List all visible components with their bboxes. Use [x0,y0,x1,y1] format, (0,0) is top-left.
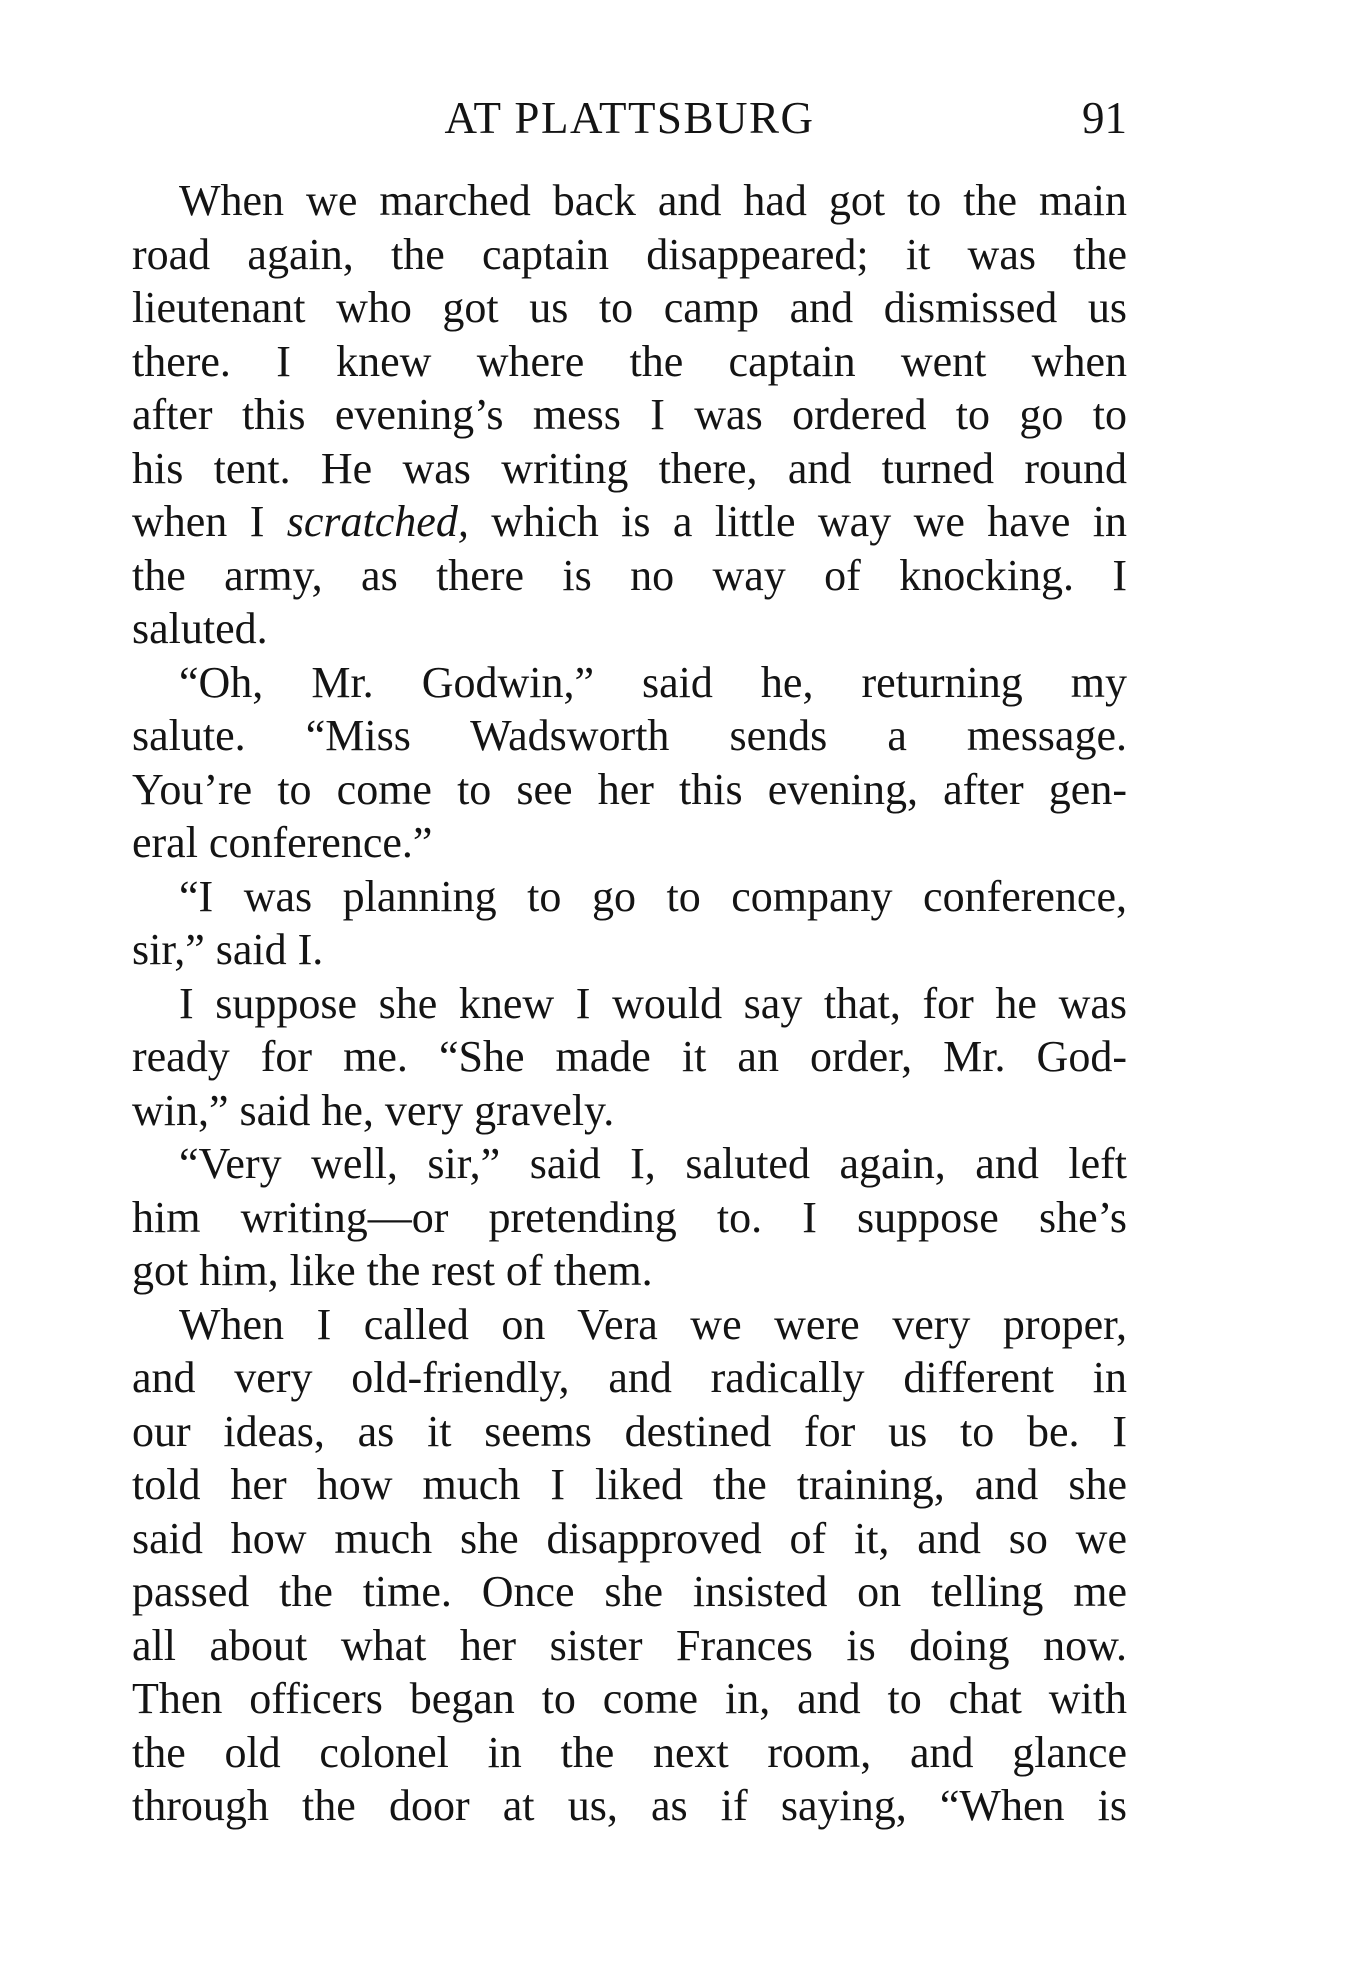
text-line: sir,” said I. [132,925,324,974]
text-line: eral conference.” [132,818,433,867]
page-header [132,88,1127,148]
text-line: told her how much I liked the training, and she [132,1460,1127,1509]
text-line: through the door at us, as if saying, “When is [132,1781,1127,1830]
text-line: win,” said he, very gravely. [132,1085,615,1135]
text-line: lieutenant who got us to camp and dismissed us [132,283,1127,332]
text-line: “Very well, sir,” said I, saluted again, and left [179,1139,1127,1188]
text-line: all about what her sister Frances is doing now. [132,1620,1127,1670]
text-line [132,495,1127,549]
text-line: after this evening’s mess I was ordered to go to [132,390,1127,439]
text-segment: when I [132,497,287,546]
text-line: saluted. [132,604,268,653]
text-line: the old colonel in the next room, and glance [132,1727,1127,1777]
text-line: ready for me. “She made it an order, Mr. God- [132,1032,1127,1081]
body-text [132,174,1127,1833]
page-number: 91 [1082,93,1127,143]
text-segment: which is a little way we have in [468,497,1127,546]
text-line: passed the time. Once she insisted on telling me [132,1567,1127,1616]
text-line: his tent. He was writing there, and turned round [132,443,1127,493]
text-line: there. I knew where the captain went when [132,336,1127,386]
text-line: road again, the captain disappeared; it was the [132,229,1127,279]
text-line: got him, like the rest of them. [132,1246,653,1295]
text-line: Then officers began to come in, and to chat with [132,1674,1127,1723]
italic-word: scratched, [286,497,469,546]
text-line: When I called on Vera we were very proper, [179,1299,1127,1349]
running-head: AT PLATTSBURG [444,93,815,143]
text-line: When we marched back and had got to the main [179,176,1127,225]
text-line: You’re to come to see her this evening, after gen- [132,764,1127,814]
text-line: our ideas, as it seems destined for us to be. I [132,1406,1127,1456]
text-line: him writing—or pretending to. I suppose she’s [132,1192,1127,1242]
text-line: said how much she disapproved of it, and so we [132,1513,1127,1563]
text-line: the army, as there is no way of knocking. I [132,550,1127,600]
text-line: “Oh, Mr. Godwin,” said he, returning my [179,657,1127,707]
text-line: I suppose she knew I would say that, for he was [179,978,1127,1028]
text-line: “I was planning to go to company conference, [179,871,1127,921]
text-line: salute. “Miss Wadsworth sends a message. [132,711,1127,760]
text-line: and very old-friendly, and radically different in [132,1353,1127,1402]
